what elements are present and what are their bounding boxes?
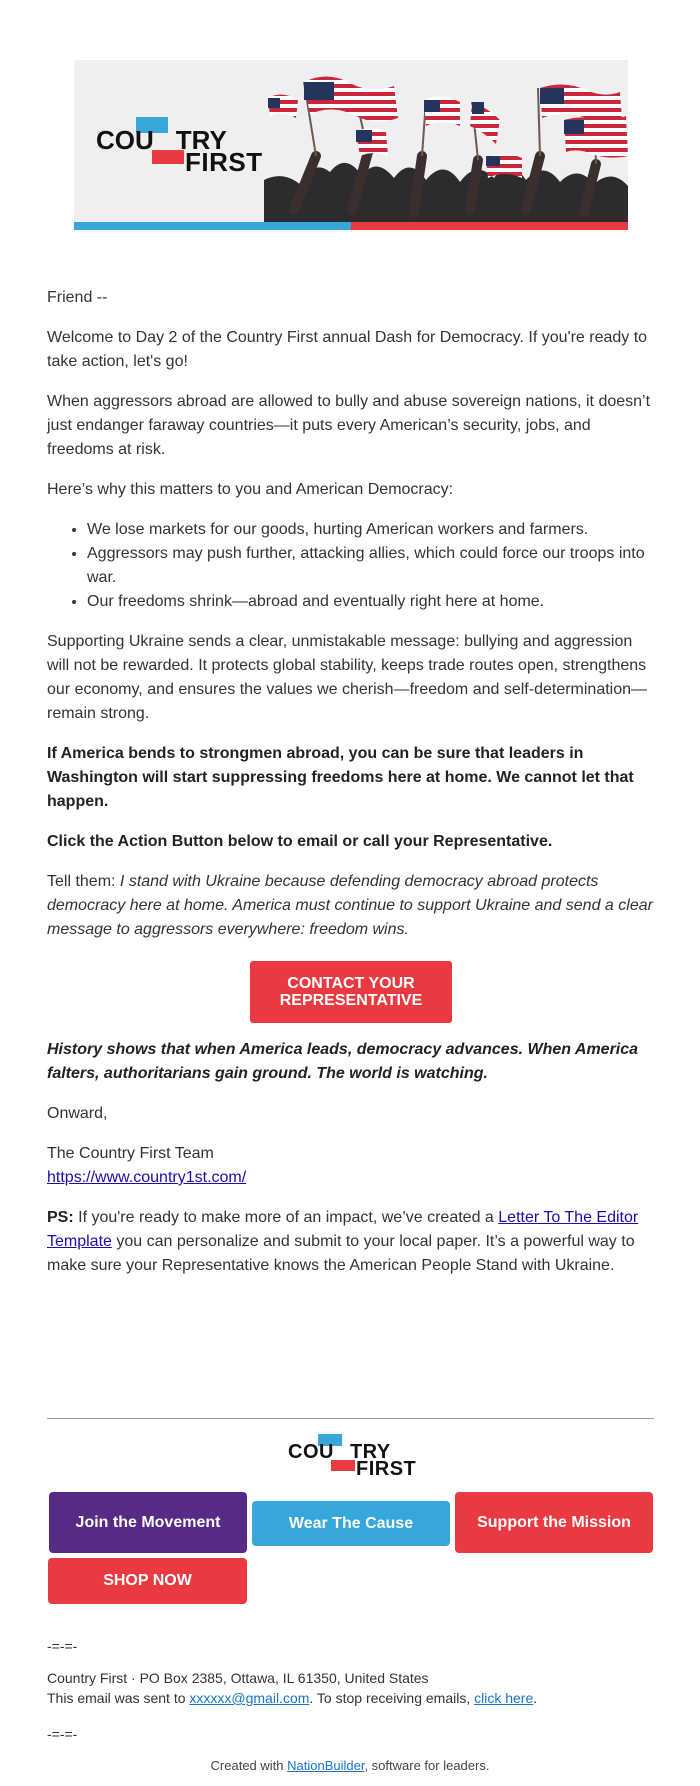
letter-template-link[interactable]: Letter To The Editor Template xyxy=(47,1209,639,1250)
logo-text-try: TRY xyxy=(349,1441,391,1463)
banner-bar-blue xyxy=(74,222,351,230)
action-instruction: Click the Action Button below to email or call your Representative. xyxy=(47,833,553,850)
why-matters-paragraph: Here’s why this matters to you and American Democracy: xyxy=(47,481,454,498)
created-with xyxy=(0,1757,700,1775)
contact-representative-button[interactable]: CONTACT YOUR REPRESENTATIVE xyxy=(250,961,452,1023)
ps-paragraph xyxy=(47,1206,657,1278)
reasons-list xyxy=(47,518,657,614)
signature-block xyxy=(47,1142,657,1190)
team-name: The Country First Team xyxy=(47,1145,214,1162)
unsubscribe-link[interactable]: click here xyxy=(474,1690,534,1706)
banner-bar-red xyxy=(351,222,628,230)
join-movement-button[interactable]: Join the Movement xyxy=(49,1492,247,1553)
footer-logo xyxy=(288,1432,418,1478)
aggressors-paragraph: When aggressors abroad are allowed to bully and abuse sovereign nations, it doesn’t just endanger faraway countries—it puts every American’s security, jobs, and freedoms at risk. xyxy=(47,393,651,458)
logo-text-cou: COU xyxy=(96,125,154,155)
logo-text-first: FIRST xyxy=(356,1458,417,1480)
ps-text: If you're ready to make more of an impact, we’ve created a xyxy=(73,1209,499,1226)
footer-address: Country First · PO Box 2385, Ottawa, IL 61350, United States xyxy=(47,1670,429,1686)
footer-sent-to xyxy=(47,1688,537,1708)
created-suffix: , software for leaders. xyxy=(364,1758,490,1773)
recipient-email-link[interactable]: xxxxxx@gmail.com xyxy=(189,1690,310,1706)
history-statement: History shows that when America leads, democracy advances. When America falters, authoritarians gain ground. The world is watching. xyxy=(47,1041,639,1082)
wear-cause-button[interactable]: Wear The Cause xyxy=(252,1501,450,1546)
website-link[interactable]: https://www.country1st.com/ xyxy=(47,1169,247,1186)
footer-separator: -=-=- xyxy=(47,1726,78,1742)
sent-end: . xyxy=(533,1690,538,1706)
nationbuilder-link[interactable]: NationBuilder xyxy=(287,1758,365,1773)
banner-logo xyxy=(96,114,266,177)
strongmen-warning: If America bends to strongmen abroad, you can be sure that leaders in Washington will start suppressing freedoms here at home. We cannot let that happen. xyxy=(47,745,634,810)
supporting-ukraine-paragraph: Supporting Ukraine sends a clear, unmistakable message: bullying and aggression will not be rewarded. It protects global stability, keeps trade routes open, strengthens our economy, and ensures the values we cherish—freedom and self-determination—remain strong. xyxy=(47,633,648,722)
footer-divider xyxy=(47,1418,654,1419)
sign-off: Onward, xyxy=(47,1105,108,1122)
footer-separator: -=-=- xyxy=(47,1638,78,1654)
logo-text-first: FIRST xyxy=(185,147,263,177)
ps-label: PS: xyxy=(47,1209,74,1226)
support-mission-button[interactable]: Support the Mission xyxy=(455,1492,653,1553)
list-item: • Our freedoms shrink—abroad and eventually right here at home. xyxy=(87,590,657,614)
intro-paragraph: Welcome to Day 2 of the Country First annual Dash for Democracy. If you're ready to take action, let's go! xyxy=(47,329,648,370)
tell-prefix: Tell them: xyxy=(47,873,120,890)
sent-prefix: This email was sent to xyxy=(47,1690,190,1706)
flags-waving-icon xyxy=(264,60,628,222)
tell-quote: I stand with Ukraine because defending democracy abroad protects democracy here at home. America must continue to support Ukraine and send a clear message to aggressors everywhere: freedom wins. xyxy=(47,873,653,938)
created-prefix: Created with xyxy=(210,1758,288,1773)
header-banner xyxy=(74,60,628,230)
list-item: • We lose markets for our goods, hurting American workers and farmers. xyxy=(87,518,657,542)
tell-them-paragraph xyxy=(47,870,657,942)
logo-text-cou: COU xyxy=(288,1441,334,1463)
sent-mid: . To stop receiving emails, xyxy=(309,1690,475,1706)
ps-text-end: you can personalize and submit to your local paper. It’s a powerful way to make sure your Representative knows the American People Stand with Ukraine. xyxy=(47,1233,635,1274)
shop-now-button[interactable]: SHOP NOW xyxy=(48,1558,247,1604)
list-item: • Aggressors may push further, attacking allies, which could force our troops into war. xyxy=(87,542,657,590)
greeting: Friend -- xyxy=(47,289,108,306)
logo-text-try: TRY xyxy=(175,125,227,155)
